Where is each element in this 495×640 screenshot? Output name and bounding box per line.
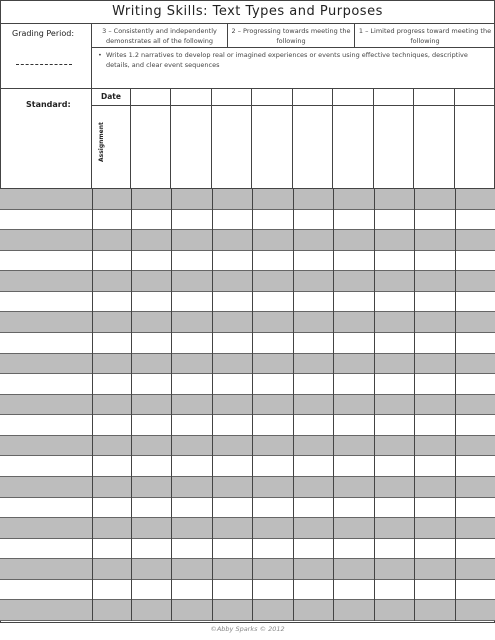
standard-description-text: Writes 1.2 narratives to develop real or imagined experiences or events using effective techniques, descriptive details, and clear event sequences: [106, 51, 468, 69]
scale-level-2: [228, 24, 355, 48]
table-row[interactable]: [0, 230, 495, 251]
column-divider: [212, 189, 213, 621]
table-row[interactable]: [0, 456, 495, 477]
table-row[interactable]: [0, 580, 495, 600]
column-divider: [171, 189, 172, 621]
scale-level-3-text: 3 – Consistently and independently demonstrates all of the following: [102, 27, 217, 45]
grade-rows: [0, 189, 495, 621]
standard-label: Standard:: [26, 100, 71, 109]
date-cell[interactable]: [293, 89, 333, 106]
assignment-label: Assignment: [98, 122, 105, 162]
table-row[interactable]: [0, 271, 495, 292]
column-divider: [374, 189, 375, 621]
standard-description: [92, 48, 495, 88]
scale-level-3: [92, 24, 228, 48]
column-divider: [293, 189, 294, 621]
bullet-icon: •: [98, 51, 102, 59]
date-cell[interactable]: [252, 89, 293, 106]
date-label: Date: [92, 89, 131, 106]
table-row[interactable]: [0, 498, 495, 518]
column-divider: [131, 189, 132, 621]
table-row[interactable]: [0, 189, 495, 210]
date-cell[interactable]: [212, 89, 252, 106]
column-divider: [414, 189, 415, 621]
standard-label-cell: [0, 89, 92, 188]
column-divider: [92, 189, 93, 621]
table-row[interactable]: [0, 518, 495, 539]
table-row[interactable]: [0, 312, 495, 333]
date-cell[interactable]: [171, 89, 212, 106]
table-row[interactable]: [0, 292, 495, 312]
grading-period-blank[interactable]: [16, 64, 72, 65]
table-row[interactable]: [0, 354, 495, 374]
table-row[interactable]: [0, 559, 495, 580]
date-cell[interactable]: [333, 89, 374, 106]
table-row[interactable]: [0, 415, 495, 436]
copyright-credit: ©Abby Sparks © 2012: [210, 625, 285, 633]
date-cell[interactable]: [455, 89, 495, 106]
date-cell[interactable]: [131, 89, 171, 106]
table-row[interactable]: [0, 210, 495, 230]
table-row[interactable]: [0, 436, 495, 456]
scale-level-2-text: 2 – Progressing towards meeting the following: [231, 27, 351, 45]
grading-period-box: [0, 24, 92, 88]
table-row[interactable]: [0, 539, 495, 559]
page-title: Writing Skills: Text Types and Purposes: [0, 0, 495, 24]
date-cell[interactable]: [414, 89, 455, 106]
table-row[interactable]: [0, 477, 495, 498]
column-divider: [252, 189, 253, 621]
table-row[interactable]: [0, 374, 495, 395]
scale-level-1-text: 1 – Limited progress toward meeting the following: [358, 27, 492, 45]
table-row[interactable]: [0, 395, 495, 415]
table-row[interactable]: [0, 333, 495, 354]
table-header-row: [0, 88, 495, 189]
column-divider: [455, 189, 456, 621]
column-divider: [333, 189, 334, 621]
grading-period-label: Grading Period:: [12, 29, 75, 38]
table-row[interactable]: [0, 600, 495, 621]
scale-level-1: [355, 24, 495, 48]
table-row[interactable]: [0, 251, 495, 271]
date-cell[interactable]: [374, 89, 414, 106]
assignment-label-cell: [92, 106, 131, 188]
